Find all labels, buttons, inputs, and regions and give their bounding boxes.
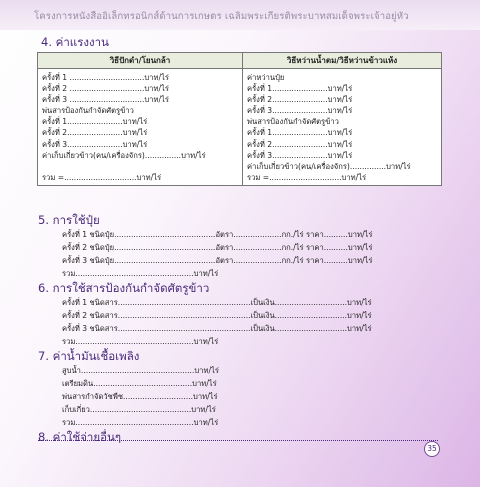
wage-table <box>37 52 442 186</box>
col1-line: ครั้งที่ 3.......................บาท/ไร่ <box>42 139 148 149</box>
section-4-title: 4. ค่าแรงงาน <box>41 35 109 49</box>
col1-line <box>42 161 238 172</box>
col2-line: ครั้งที่ 2.......................บาท/ไร่ <box>247 139 353 149</box>
page-header <box>0 0 480 30</box>
col1-line: ครั้งที่ 3 ...............................บาท/ไร่ <box>42 95 169 105</box>
header-title: โครงการหนังสืออิเล็กทรอนิกส์ด้านการเกษตร เฉลิมพระเกียรติพระบาทสมเด็จพระเจ้าอยู่หัว <box>34 11 409 22</box>
wage-table-header <box>38 53 442 69</box>
fertilizer-line: ครั้งที่ 2 ชนิดปุ๋ย..........................................อัตรา....................กก./ไร่ ราคา..........บาท/ไร่ <box>62 243 373 252</box>
section-6-title: 6. การใช้สารป้องกันกำจัดศัตรูข้าว <box>38 281 210 295</box>
page-number-badge: 35 <box>424 441 440 457</box>
col2-line: รวม =..............................บาท/ไร่ <box>247 172 367 182</box>
fuel-total: รวม.................................................บาท/ไร่ <box>62 418 219 427</box>
col1-line: พ่นสารป้องกันกำจัดศัตรูข้าว <box>42 106 134 116</box>
pesticide-line: ครั้งที่ 2 ชนิดสาร.......................................................เป็นเงิน..............................บาท/ไร่ <box>62 311 372 320</box>
col1-line: ครั้งที่ 1.......................บาท/ไร่ <box>42 117 148 127</box>
col1-header: วิธีปักดำ/โยนกล้า <box>38 53 243 69</box>
col2-line: ครั้งที่ 2.......................บาท/ไร่ <box>247 95 353 105</box>
fuel-line: เตรียมดิน.........................................บาท/ไร่ <box>62 379 217 388</box>
col2-cell <box>243 69 442 186</box>
col2-line: ครั้งที่ 1.......................บาท/ไร่ <box>247 128 353 138</box>
col1-line: รวม =..............................บาท/ไร่ <box>42 172 162 182</box>
col1-cell <box>38 69 243 186</box>
col2-header: วิธีหว่านน้ำตม/วิธีหว่านข้าวแห้ง <box>243 53 442 69</box>
col1-line: ครั้งที่ 2.......................บาท/ไร่ <box>42 128 148 138</box>
pesticide-total: รวม.................................................บาท/ไร่ <box>62 337 219 346</box>
section-5-title: 5. การใช้ปุ๋ย <box>38 213 100 227</box>
fuel-line: พ่นสารกำจัดวัชพืช.............................บาท/ไร่ <box>62 392 218 401</box>
fertilizer-line: ครั้งที่ 1 ชนิดปุ๋ย..........................................อัตรา....................กก./ไร่ ราคา..........บาท/ไร่ <box>62 230 373 239</box>
fuel-line: สูบน้ำ...............................................บาท/ไร่ <box>62 366 219 375</box>
col2-line: พ่นสารป้องกันกำจัดศัตรูข้าว <box>247 117 339 127</box>
col2-line: ค่าหว่านปุ๋ย <box>247 73 285 82</box>
section-8-dotted-line <box>38 440 438 441</box>
section-8-title: 8. ค่าใช้จ่ายอื่นๆ <box>38 430 122 444</box>
col2-line: ครั้งที่ 3.......................บาท/ไร่ <box>247 150 353 160</box>
col2-line: ค่าเก็บเกี่ยวข้าว(คน/เครื่องจักร)...............บาท/ไร่ <box>247 161 411 171</box>
fertilizer-line: ครั้งที่ 3 ชนิดปุ๋ย..........................................อัตรา....................กก./ไร่ ราคา..........บาท/ไร่ <box>62 256 373 265</box>
pesticide-line: ครั้งที่ 1 ชนิดสาร.......................................................เป็นเงิน..............................บาท/ไร่ <box>62 298 372 307</box>
col2-line: ครั้งที่ 3.......................บาท/ไร่ <box>247 106 353 116</box>
pesticide-line: ครั้งที่ 3 ชนิดสาร.......................................................เป็นเงิน..............................บาท/ไร่ <box>62 324 372 333</box>
section-7-title: 7. ค่าน้ำมันเชื้อเพลิง <box>38 349 140 363</box>
col1-line: ค่าเก็บเกี่ยวข้าว(คน/เครื่องจักร)...............บาท/ไร่ <box>42 150 206 160</box>
fuel-line: เก็บเกี่ยว..........................................บาท/ไร่ <box>62 405 216 414</box>
col1-line: ครั้งที่ 2 ...............................บาท/ไร่ <box>42 84 169 94</box>
fertilizer-total: รวม.................................................บาท/ไร่ <box>62 269 219 278</box>
col2-line: ครั้งที่ 1.......................บาท/ไร่ <box>247 84 353 94</box>
col1-line: ครั้งที่ 1 ...............................บาท/ไร่ <box>42 73 169 82</box>
